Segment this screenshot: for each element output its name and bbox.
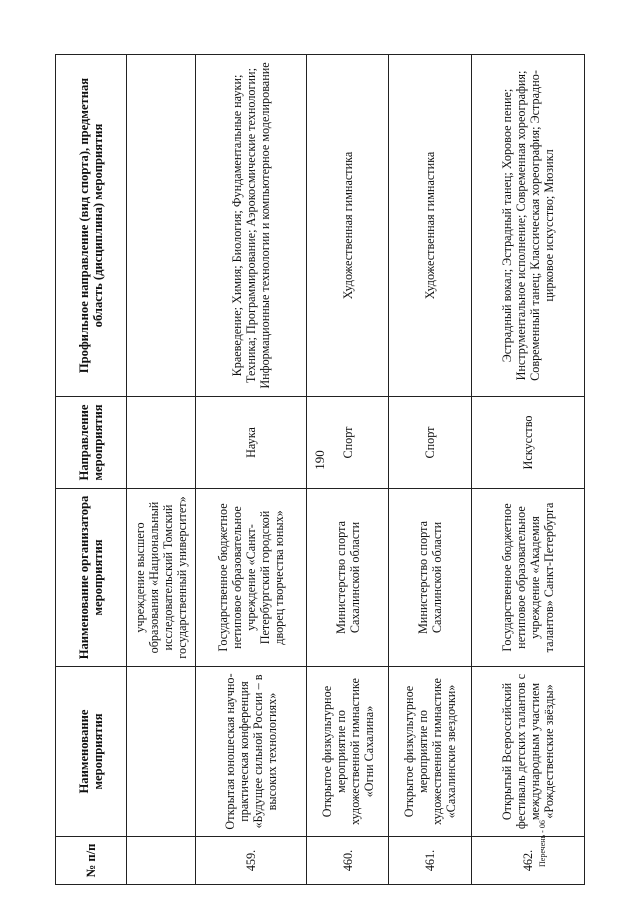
cell-profile: Художественная гимнастика <box>389 55 471 397</box>
table-row <box>306 55 388 885</box>
cell-profile: Эстрадный вокал; Эстрадный танец; Хоровое пение; Инструментальное исполнение; Современная хореография; Современный танец; Классическая хореография; Эстрадно-цирковое искусство; Мюзикл <box>471 55 584 397</box>
table-row <box>196 55 307 885</box>
cell-name: Открытое физкультурное мероприятие по художественной гимнастике «Огни Сахалина» <box>306 667 388 837</box>
header-name: Наименование мероприятия <box>56 667 127 837</box>
cell-direction: Искусство <box>471 397 584 489</box>
cell-direction <box>126 397 196 489</box>
cell-organizer: Министерство спорта Сахалинской области <box>306 489 388 667</box>
cell-organizer: Министерство спорта Сахалинской области <box>389 489 471 667</box>
table-row <box>471 55 584 885</box>
cell-num: 462. <box>471 837 584 885</box>
header-profile: Профильное направление (вид спорта), предметная область (дисциплина) мероприятия <box>56 55 127 397</box>
cell-profile <box>126 55 196 397</box>
cell-name: Открытое физкультурное мероприятие по художественной гимнастике «Сахалинские звездочки» <box>389 667 471 837</box>
footer-label: Перечень - 06 <box>538 820 547 867</box>
cell-num: 461. <box>389 837 471 885</box>
header-direction: Направление мероприятия <box>56 397 127 489</box>
cell-organizer: Государственное бюджетное нетиповое образовательное учреждение «Санкт-Петербургский городской дворец творчества юных» <box>196 489 307 667</box>
header-num: № п/п <box>56 837 127 885</box>
table-row-continuation <box>126 55 196 885</box>
cell-profile: Краеведение; Химия; Биология; Фундаментальные науки; Техника; Программирование; Аэрокосмические технологии; Информационные технологии и компьютерное моделирование <box>196 55 307 397</box>
table-row <box>389 55 471 885</box>
cell-direction: Наука <box>196 397 307 489</box>
cell-name <box>126 667 196 837</box>
cell-num <box>126 837 196 885</box>
cell-direction: Спорт <box>389 397 471 489</box>
cell-organizer: Государственное бюджетное нетиповое образовательное учреждение «Академия талантов» Санкт-Петербурга <box>471 489 584 667</box>
cell-name: Открытый Всероссийский фестиваль детских талантов с международным участием «Рождественские звёзды» <box>471 667 584 837</box>
page-number: 190 <box>312 450 327 470</box>
cell-direction: Спорт <box>306 397 388 489</box>
cell-name: Открытая юношеская научно-практическая конференция «Будущее сильной России – в высоких технологиях» <box>196 667 307 837</box>
header-organizer: Наименование организатора мероприятия <box>56 489 127 667</box>
rotated-table-container <box>55 55 585 885</box>
cell-organizer: учреждение высшего образования «Национальный исследовательский Томский государственный университет» <box>126 489 196 667</box>
cell-profile: Художественная гимнастика <box>306 55 388 397</box>
cell-num: 459. <box>196 837 307 885</box>
cell-num: 460. <box>306 837 388 885</box>
events-table <box>55 54 585 885</box>
table-header-row <box>56 55 127 885</box>
